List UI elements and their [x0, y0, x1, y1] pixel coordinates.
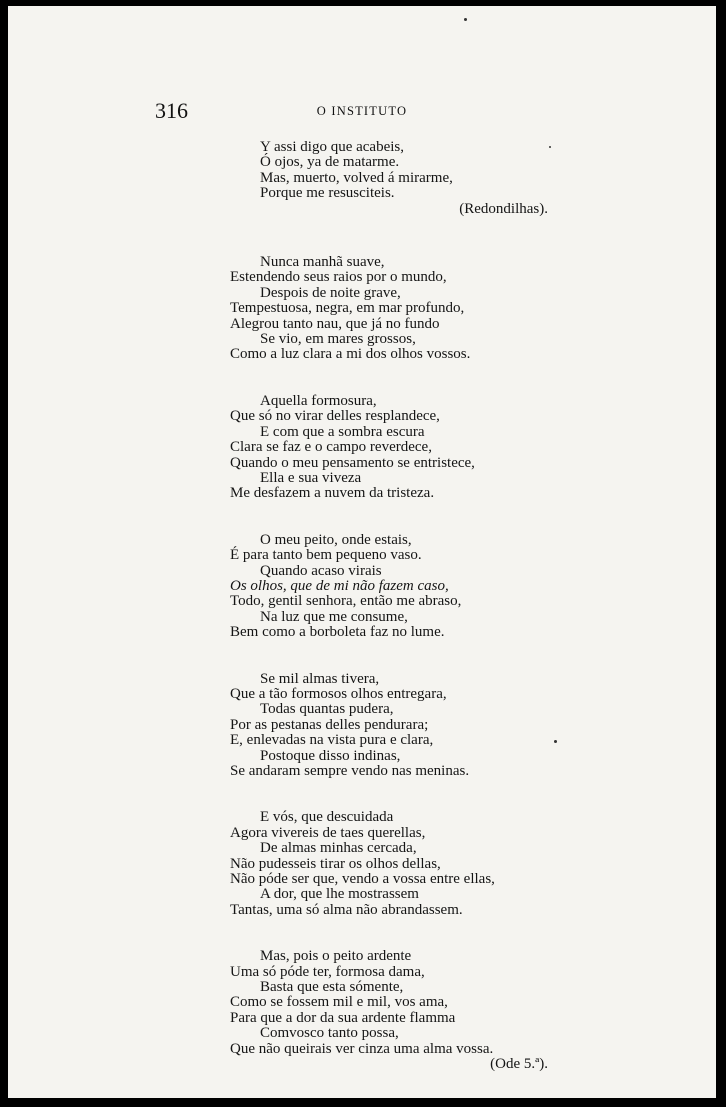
verse-line: Quando o meu pensamento se entristece, — [230, 454, 475, 471]
verse-line: E com que a sombra escura — [260, 423, 425, 440]
speck — [549, 146, 551, 148]
verse-line: Como a luz clara a mi dos olhos vossos. — [230, 346, 471, 363]
verse-line: Por as pestanas delles pendurara; — [230, 716, 429, 733]
verse-line: Não póde ser que, vendo a vossa entre ellas, — [230, 871, 495, 888]
verse-line: Tempestuosa, negra, em mar profundo, — [230, 300, 465, 317]
poem-body — [230, 140, 550, 1073]
stanza — [230, 140, 550, 217]
attribution: (Redondilhas). — [459, 200, 548, 217]
stanza-gap — [230, 918, 550, 949]
attribution: (Ode 5.ª). — [490, 1056, 548, 1073]
verse-line: Despois de noite grave, — [260, 284, 401, 301]
verse-line: Basta que esta sómente, — [260, 979, 404, 996]
verse-line: Y assi digo que acabeis, — [260, 139, 404, 155]
verse-line: Na luz que me consume, — [260, 608, 408, 625]
stanza-gap — [230, 641, 550, 672]
verse-line: Os olhos, que de mi não fazem caso, — [230, 577, 449, 594]
verse-line: E, enlevadas na vista pura e clara, — [230, 732, 434, 749]
running-head: O INSTITUTO — [316, 104, 408, 118]
verse-line: Clara se faz e o campo reverdece, — [230, 439, 432, 456]
verse-line: Agora vivereis de taes querellas, — [230, 824, 426, 841]
verse-line: Mas, muerto, volved á mirarme, — [260, 169, 453, 186]
verse-line: Ó ojos, ya de matarme. — [260, 154, 400, 171]
stanza — [230, 255, 550, 363]
verse-line: Alegrou tanto nau, que já no fundo — [230, 315, 440, 332]
verse-line: Postoque disso indinas, — [260, 747, 401, 764]
verse-line: Mas, pois o peito ardente — [260, 948, 412, 965]
verse-line: Como se fossem mil e mil, vos ama, — [230, 994, 448, 1011]
stanza-gap — [230, 502, 550, 533]
page-number: 316 — [155, 98, 188, 123]
verse-line: E vós, que descuidada — [260, 809, 394, 826]
speck — [464, 18, 467, 21]
verse-line: Bem como a borboleta faz no lume. — [230, 624, 445, 641]
verse-line: Ella e sua viveza — [260, 469, 362, 486]
speck — [554, 740, 557, 743]
verse-line: Não pudesseis tirar os olhos dellas, — [230, 855, 441, 872]
verse-line: Se mil almas tivera, — [260, 670, 380, 687]
stanza-gap — [230, 217, 550, 255]
verse-line: Todas quantas pudera, — [260, 701, 394, 718]
stanza-gap — [230, 363, 550, 394]
verse-line: Nunca manhã suave, — [260, 254, 385, 271]
verse-line: Todo, gentil senhora, então me abraso, — [230, 593, 462, 610]
verse-line: Se andaram sempre vendo nas meninas. — [230, 763, 470, 779]
stanza — [230, 949, 550, 1072]
verse-line: Me desfazem a nuvem da tristeza. — [230, 485, 435, 502]
verse-line: A dor, que lhe mostrassem — [260, 886, 419, 903]
verse-line: Tantas, uma só alma não abrandassem. — [230, 901, 463, 918]
verse-line: Que não queirais ver cinza uma alma vossa. — [230, 1040, 494, 1057]
verse-line: É para tanto bem pequeno vaso. — [230, 547, 422, 564]
verse-line: Que só no virar delles resplandece, — [230, 408, 440, 425]
verse-line: Para que a dor da sua ardente flamma — [230, 1009, 456, 1026]
book-page — [8, 6, 716, 1098]
stanza — [230, 394, 550, 502]
verse-line: De almas minhas cercada, — [260, 840, 417, 857]
stanza — [230, 533, 550, 641]
verse-line: Se vio, em mares grossos, — [260, 331, 416, 348]
verse-line: Que a tão formosos olhos entregara, — [230, 685, 447, 702]
stanza — [230, 810, 550, 918]
verse-line: Uma só póde ter, formosa dama, — [230, 963, 425, 980]
verse-line: Aquella formosura, — [260, 392, 377, 409]
stanza — [230, 672, 550, 780]
verse-line: Comvosco tanto possa, — [260, 1025, 399, 1042]
verse-line: Quando acaso virais — [260, 562, 382, 579]
verse-line: O meu peito, onde estais, — [260, 531, 412, 548]
stanza-gap — [230, 779, 550, 810]
verse-line: Estendendo seus raios por o mundo, — [230, 269, 447, 286]
page-header — [8, 98, 716, 122]
verse-line: Porque me resusciteis. — [260, 185, 395, 202]
